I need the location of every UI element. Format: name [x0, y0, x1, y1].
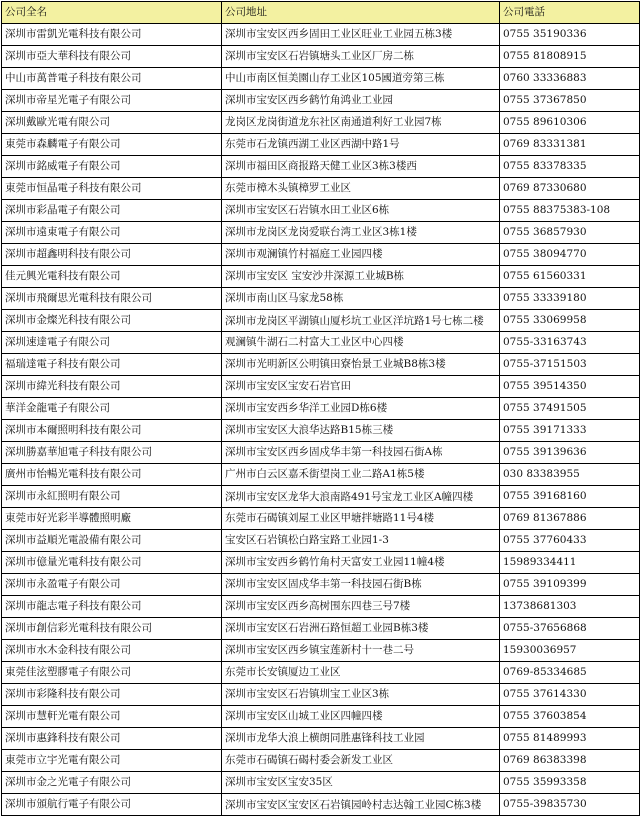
table-row [2, 398, 640, 420]
company-address-cell: 中山市南区恒美園山存工业区105國道旁第三栋 [222, 68, 500, 90]
company-address-cell: 观澜镇牛湖石二村富大工业区中心四楼 [222, 332, 500, 354]
company-address-cell: 深圳市龙岗区龙岗爱联台湾工业区3栋1楼 [222, 222, 500, 244]
company-phone-cell: 0755 39139636 [500, 442, 640, 464]
table-row [2, 618, 640, 640]
company-name-cell: 深圳市雷凱光電科技有限公司 [2, 24, 222, 46]
table-row [2, 310, 640, 332]
company-table [1, 1, 640, 816]
table-row [2, 706, 640, 728]
table-row [2, 178, 640, 200]
table-row [2, 640, 640, 662]
company-address-cell: 东莞市石碣镇石碣村委会新发工业区 [222, 750, 500, 772]
company-phone-cell: 0769 81367886 [500, 508, 640, 530]
table-row [2, 530, 640, 552]
company-address-cell: 深圳市福田区商报路天健工业区3栋3楼西 [222, 156, 500, 178]
company-address-cell: 深圳市宝安区山城工业区四幢四楼 [222, 706, 500, 728]
company-address-cell: 东莞市樟木头镇樟罗工业区 [222, 178, 500, 200]
company-phone-cell: 0755 61560331 [500, 266, 640, 288]
company-phone-cell: 0755-37656868 [500, 618, 640, 640]
company-address-cell: 深圳市宝安区西乡镇宝莲新村十一巷二号 [222, 640, 500, 662]
company-address-cell: 深圳市宝安区石岩镇圳宝工业区3栋 [222, 684, 500, 706]
company-phone-cell: 0769 86383398 [500, 750, 640, 772]
company-name-cell: 佳元興光電科技有限公司 [2, 266, 222, 288]
company-name-cell: 深圳市永盈電子有限公司 [2, 574, 222, 596]
company-address-cell: 深圳市宝安区西乡固田工业区旺业工业园五栋3楼 [222, 24, 500, 46]
company-address-cell: 深圳市宝安区石岩镇塘头工业区厂房二栋 [222, 46, 500, 68]
company-name-cell: 深圳市彩隆科技有限公司 [2, 684, 222, 706]
table-row [2, 508, 640, 530]
company-phone-cell: 0755 33069958 [500, 310, 640, 332]
company-phone-cell: 0755-33163743 [500, 332, 640, 354]
company-phone-cell: 0755 37760433 [500, 530, 640, 552]
table-row [2, 684, 640, 706]
company-name-cell: 深圳市金燦光科技有限公司 [2, 310, 222, 332]
company-name-cell: 深圳速達電子有限公司 [2, 332, 222, 354]
table-row [2, 750, 640, 772]
table-row [2, 464, 640, 486]
company-name-cell: 深圳市金之光電子有限公司 [2, 772, 222, 794]
company-address-cell: 深圳市宝安西乡鹤竹角村天富安工业园11幢4楼 [222, 552, 500, 574]
company-phone-cell: 15930036957 [500, 640, 640, 662]
table-body [2, 24, 640, 816]
company-phone-cell: 0755 37603854 [500, 706, 640, 728]
company-phone-cell: 0755 37491505 [500, 398, 640, 420]
company-phone-cell: 0755-39835730 [500, 794, 640, 816]
table-row [2, 200, 640, 222]
company-phone-cell: 0769 87330680 [500, 178, 640, 200]
company-phone-cell: 0755 81489993 [500, 728, 640, 750]
company-name-cell: 深圳市超鑫明科技有限公司 [2, 244, 222, 266]
company-name-cell: 深圳市緯光科技有限公司 [2, 376, 222, 398]
company-phone-cell: 0755 81808915 [500, 46, 640, 68]
company-name-cell: 中山市萬普電子科技有限公司 [2, 68, 222, 90]
company-phone-cell: 13738681303 [500, 596, 640, 618]
table-row [2, 112, 640, 134]
table-row [2, 288, 640, 310]
table-row [2, 90, 640, 112]
company-name-cell: 東莞市恒晶電子科技有限公司 [2, 178, 222, 200]
company-address-cell: 深圳市宝安区宝安35区 [222, 772, 500, 794]
company-phone-cell: 0755-37151503 [500, 354, 640, 376]
header-company-address: 公司地址 [222, 2, 500, 24]
company-phone-cell: 0755 37614330 [500, 684, 640, 706]
company-name-cell: 東莞佳泫塑膠電子有限公司 [2, 662, 222, 684]
company-address-cell: 深圳市龙岗区平湖镇山厦杉坑工业区洋坑路1号七栋二楼 [222, 310, 500, 332]
table-row [2, 596, 640, 618]
table-row [2, 442, 640, 464]
company-directory [1, 1, 639, 816]
table-row [2, 662, 640, 684]
company-name-cell: 福瑞達電子科技有限公司 [2, 354, 222, 376]
company-name-cell: 東莞市森麟電子有限公司 [2, 134, 222, 156]
header-row [2, 2, 640, 24]
table-row [2, 354, 640, 376]
company-address-cell: 深圳市宝安区宝安石岩官田 [222, 376, 500, 398]
table-row [2, 794, 640, 816]
company-phone-cell: 0755 88375383-108 [500, 200, 640, 222]
company-name-cell: 東莞市好光彩半導體照明廠 [2, 508, 222, 530]
company-address-cell: 深圳市宝安区宝安区石岩镇园岭村志达翰工业园C栋3楼 [222, 794, 500, 816]
company-name-cell: 深圳市惠鋒科技有限公司 [2, 728, 222, 750]
company-name-cell: 深圳市永紅照明有限公司 [2, 486, 222, 508]
company-address-cell: 深圳市宝安区石岩镇水田工业区6栋 [222, 200, 500, 222]
company-name-cell: 東莞市立宇光電有限公司 [2, 750, 222, 772]
company-phone-cell: 0755 39171333 [500, 420, 640, 442]
table-row [2, 266, 640, 288]
company-name-cell: 深圳市遠東電子有限公司 [2, 222, 222, 244]
table-row [2, 376, 640, 398]
table-row [2, 134, 640, 156]
company-address-cell: 深圳市宝安区龙华大浪南路491号宝龙工业区A幢四楼 [222, 486, 500, 508]
table-row [2, 222, 640, 244]
company-address-cell: 深圳市宝安区石岩洲石路恒超工业园B栋3楼 [222, 618, 500, 640]
table-row [2, 420, 640, 442]
company-name-cell: 深圳市億量光電科技有限公司 [2, 552, 222, 574]
company-name-cell: 深圳市水木金科技有限公司 [2, 640, 222, 662]
company-address-cell: 深圳市宝安西乡华洋工业园D栋6楼 [222, 398, 500, 420]
company-name-cell: 深圳市創信彩光電科技有限公司 [2, 618, 222, 640]
table-row [2, 156, 640, 178]
company-phone-cell: 0769-85334685 [500, 662, 640, 684]
company-phone-cell: 0755 39514350 [500, 376, 640, 398]
company-name-cell: 廣州市怡暢光電科技有限公司 [2, 464, 222, 486]
table-row [2, 772, 640, 794]
company-address-cell: 深圳市宝安区西乡鹤竹角鸿业工业园 [222, 90, 500, 112]
table-row [2, 574, 640, 596]
company-address-cell: 深圳市宝安区西乡高树围东四巷三号7楼 [222, 596, 500, 618]
company-address-cell: 深圳市宝安区固戍华丰第一科技园石街B栋 [222, 574, 500, 596]
company-address-cell: 深圳市南山区马家龙58栋 [222, 288, 500, 310]
table-row [2, 486, 640, 508]
company-phone-cell: 0755 38094770 [500, 244, 640, 266]
company-name-cell: 深圳市亞大華科技有限公司 [2, 46, 222, 68]
company-name-cell: 深圳市頒航行電子有限公司 [2, 794, 222, 816]
company-phone-cell: 15989334411 [500, 552, 640, 574]
company-name-cell: 深圳市龍志電子科技有限公司 [2, 596, 222, 618]
table-row [2, 24, 640, 46]
company-address-cell: 深圳市宝安区大浪华达路B15栋三楼 [222, 420, 500, 442]
company-name-cell: 深圳市慧軒光電有限公司 [2, 706, 222, 728]
table-row [2, 46, 640, 68]
company-address-cell: 东莞市长安镇厦边工业区 [222, 662, 500, 684]
company-name-cell: 深圳市益順光電設備有限公司 [2, 530, 222, 552]
company-name-cell: 深圳市彩晶電子有限公司 [2, 200, 222, 222]
company-phone-cell: 0769 83331381 [500, 134, 640, 156]
company-phone-cell: 0755 89610306 [500, 112, 640, 134]
company-address-cell: 深圳市光明新区公明镇田寮怡景工业城B8栋3楼 [222, 354, 500, 376]
company-phone-cell: 0755 35993358 [500, 772, 640, 794]
company-address-cell: 深圳市观澜镇竹村福庭工业园四楼 [222, 244, 500, 266]
header-company-phone: 公司電話 [500, 2, 640, 24]
table-row [2, 68, 640, 90]
company-phone-cell: 0755 39109399 [500, 574, 640, 596]
table-row [2, 332, 640, 354]
company-phone-cell: 0755 37367850 [500, 90, 640, 112]
company-name-cell: 深圳市飛爾思光電科技有限公司 [2, 288, 222, 310]
company-phone-cell: 0755 35190336 [500, 24, 640, 46]
company-name-cell: 深圳市帝星光電子有限公司 [2, 90, 222, 112]
company-phone-cell: 0755 33339180 [500, 288, 640, 310]
company-name-cell: 深圳戴歐光電有限公司 [2, 112, 222, 134]
company-phone-cell: 030 83383955 [500, 464, 640, 486]
company-address-cell: 广州市白云区嘉禾街望岗工业二路A1栋5楼 [222, 464, 500, 486]
company-address-cell: 东莞市石龙镇西湖工业区西湖中路1号 [222, 134, 500, 156]
company-phone-cell: 0755 83378335 [500, 156, 640, 178]
table-row [2, 244, 640, 266]
company-address-cell: 龙岗区龙岗街道龙东社区南通道利好工业园7栋 [222, 112, 500, 134]
company-phone-cell: 0755 39168160 [500, 486, 640, 508]
company-phone-cell: 0760 33336883 [500, 68, 640, 90]
company-address-cell: 深圳市龙华大浪上横朗同胜惠锋科技工业园 [222, 728, 500, 750]
table-row [2, 552, 640, 574]
company-address-cell: 深圳市宝安区 宝安沙井深源工业城B栋 [222, 266, 500, 288]
company-name-cell: 華洋金龍電子有限公司 [2, 398, 222, 420]
header-company-name: 公司全名 [2, 2, 222, 24]
company-name-cell: 深圳勝嘉華旭電子科技有限公司 [2, 442, 222, 464]
company-address-cell: 东莞市石碣镇刘屋工业区甲塘拌塘路11号4楼 [222, 508, 500, 530]
company-name-cell: 深圳市本爾照明科技有限公司 [2, 420, 222, 442]
company-address-cell: 深圳市宝安区西乡固戍华丰第一科技园石街A栋 [222, 442, 500, 464]
company-phone-cell: 0755 36857930 [500, 222, 640, 244]
company-address-cell: 宝安区石岩镇松白路宝路工业园1-3 [222, 530, 500, 552]
company-name-cell: 深圳市銘威電子有限公司 [2, 156, 222, 178]
table-row [2, 728, 640, 750]
